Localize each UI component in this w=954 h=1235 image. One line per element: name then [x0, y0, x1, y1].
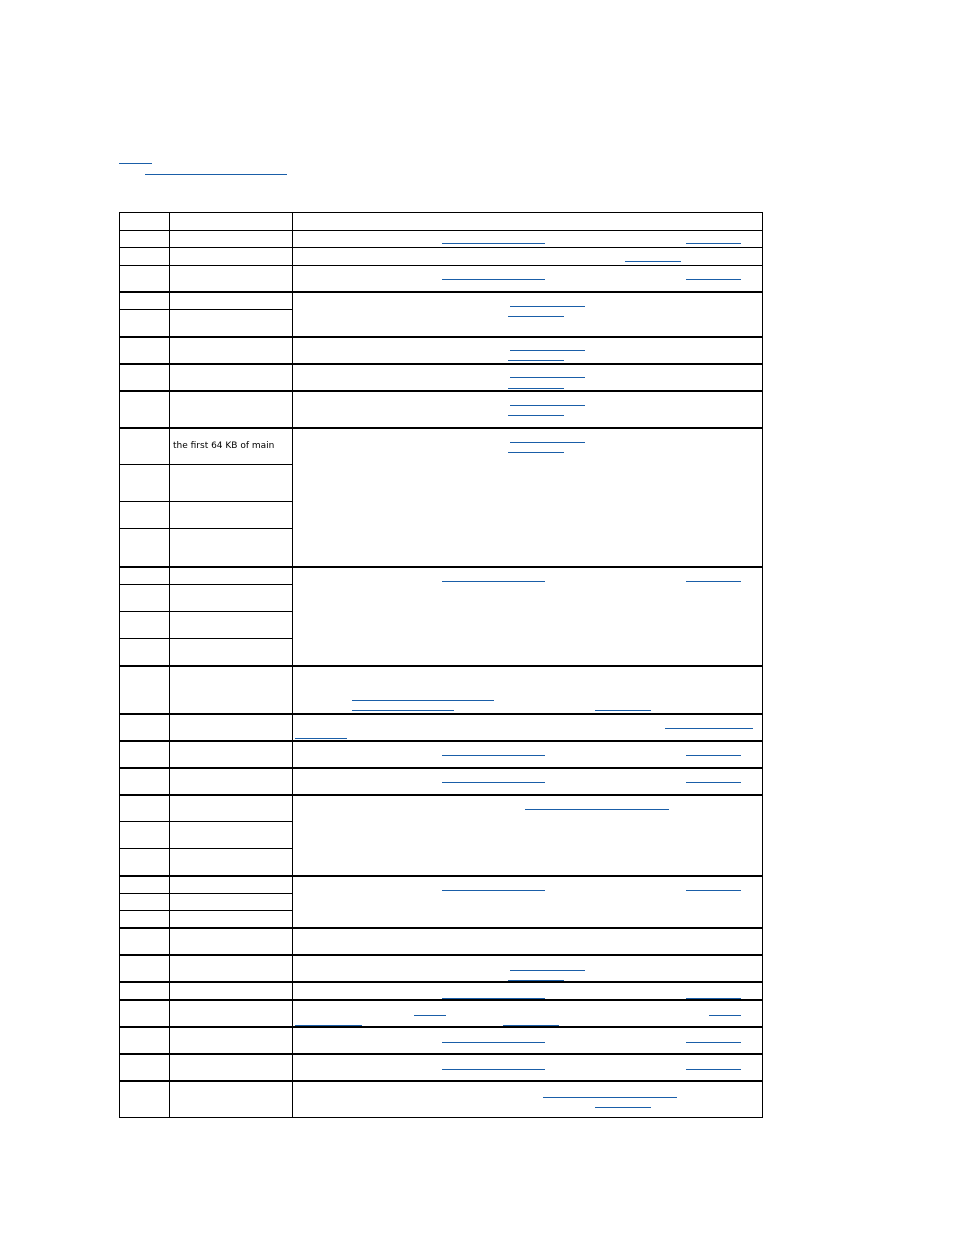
link[interactable] — [442, 279, 545, 280]
link[interactable] — [510, 350, 585, 351]
link[interactable] — [686, 279, 741, 280]
link[interactable] — [295, 738, 347, 739]
link[interactable] — [686, 1042, 741, 1043]
link[interactable] — [510, 306, 585, 307]
link[interactable] — [508, 415, 564, 416]
link[interactable] — [508, 980, 564, 981]
link[interactable] — [686, 998, 741, 999]
link[interactable] — [442, 782, 545, 783]
link[interactable] — [510, 405, 585, 406]
link[interactable] — [442, 1042, 545, 1043]
link[interactable] — [414, 1015, 446, 1016]
link[interactable] — [709, 1015, 741, 1016]
link[interactable] — [665, 728, 753, 729]
link[interactable] — [543, 1097, 677, 1098]
link[interactable] — [508, 360, 564, 361]
cell-text-main-memory: the first 64 KB of main — [173, 441, 275, 452]
link[interactable] — [510, 970, 585, 971]
link[interactable] — [686, 243, 741, 244]
link[interactable] — [686, 1069, 741, 1070]
link[interactable] — [442, 243, 545, 244]
link[interactable] — [442, 1069, 545, 1070]
link[interactable] — [442, 755, 545, 756]
link[interactable] — [686, 755, 741, 756]
top-link-2[interactable] — [145, 174, 287, 175]
link[interactable] — [686, 890, 741, 891]
link[interactable] — [295, 1025, 362, 1026]
top-link-1[interactable] — [119, 163, 152, 164]
link[interactable] — [686, 782, 741, 783]
link[interactable] — [442, 998, 545, 999]
link[interactable] — [352, 710, 454, 711]
link[interactable] — [508, 316, 564, 317]
link[interactable] — [503, 1025, 559, 1026]
link[interactable] — [508, 452, 564, 453]
link[interactable] — [510, 377, 585, 378]
link[interactable] — [508, 388, 564, 389]
link[interactable] — [686, 581, 741, 582]
link[interactable] — [595, 710, 651, 711]
link[interactable] — [525, 809, 669, 810]
link[interactable] — [510, 442, 585, 443]
data-table — [119, 212, 763, 1118]
link[interactable] — [595, 1107, 651, 1108]
link[interactable] — [625, 261, 681, 262]
link[interactable] — [442, 890, 545, 891]
link[interactable] — [352, 700, 494, 701]
link[interactable] — [442, 581, 545, 582]
